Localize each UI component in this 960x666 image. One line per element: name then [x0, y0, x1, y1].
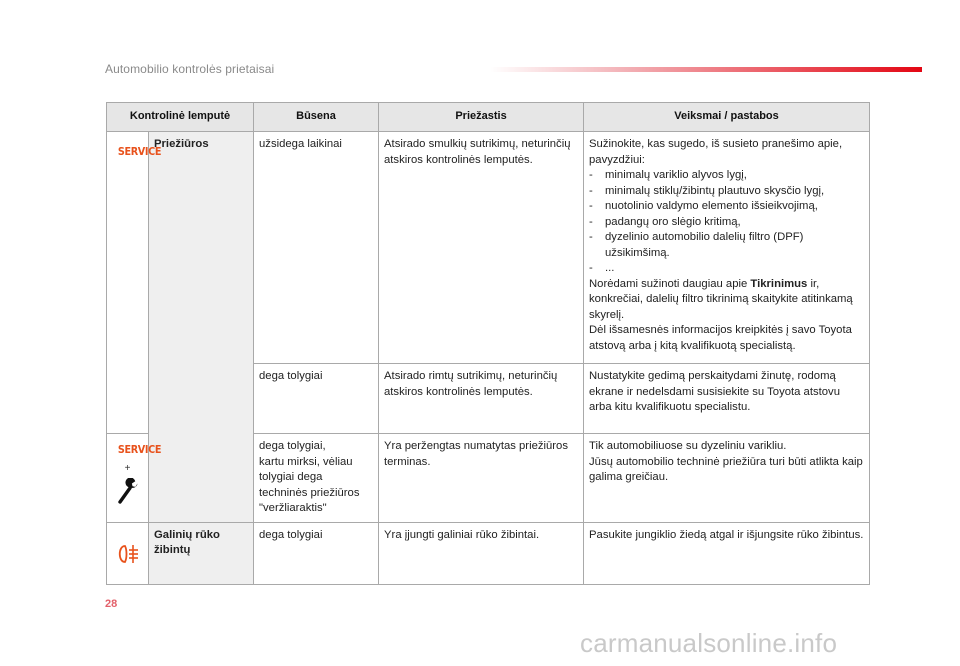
list-item: - nuotolinio valdymo elemento išsieikvojimą,: [589, 200, 818, 212]
indicator-name: Priežiūros: [149, 132, 254, 523]
header-divider: [490, 67, 922, 72]
table-header-row: [107, 103, 870, 132]
indicator-name: Galinių rūko žibintų: [149, 522, 254, 584]
actions-cell: [584, 132, 870, 364]
state-cell: dega tolygiai, kartu mirksi, vėliau tolygiai dega techninės priežiūros "veržliaraktis": [254, 434, 379, 523]
list-item: - dyzelinio automobilio dalelių filtro (DPF) užsikimšimą.: [589, 231, 804, 259]
service-icon: SERVICE: [117, 146, 162, 158]
service-icon: SERVICE: [117, 444, 162, 456]
indicator-icon-cell: [107, 522, 149, 584]
rear-fog-light-icon: [115, 544, 141, 564]
warning-lights-table: [106, 102, 870, 585]
column-header-cause: Priežastis: [379, 103, 584, 132]
table-row: [107, 522, 870, 584]
actions-cell: Tik automobiliuose su dyzeliniu varikliu. Jūsų automobilio techninė priežiūra turi būti atlikta kaip galima greičiau.: [584, 434, 870, 523]
column-header-state: Būsena: [254, 103, 379, 132]
section-title: Automobilio kontrolės prietaisai: [105, 62, 275, 76]
actions-more-info: Norėdami sužinoti daugiau apie Tikrinimus ir, konkrečiai, dalelių filtro tikrinimą skaitykite atitinkamą skyrelį.: [589, 277, 853, 321]
cause-cell: Yra peržengtas numatytas priežiūros terminas.: [379, 434, 584, 523]
list-item: - minimalų stiklų/žibintų plautuvo skysčio lygį,: [589, 184, 825, 197]
actions-intro: Sužinokite, kas sugedo, iš susieto pranešimo apie, pavyzdžiui:: [589, 138, 843, 166]
table-row: [107, 132, 870, 364]
list-item: - ...: [589, 262, 615, 274]
state-cell: dega tolygiai: [254, 522, 379, 584]
page-number: 28: [105, 598, 118, 610]
indicator-icon-cell: [107, 434, 162, 523]
list-item: - minimalų variklio alyvos lygį,: [589, 169, 747, 181]
state-cell: dega tolygiai: [254, 364, 379, 434]
actions-cell: Nustatykite gedimą perskaitydami žinutę, rodomą ekrane ir nedelsdami susisiekite su Toyota atstovu arba kitu kvalifikuotu specialistu.: [584, 364, 870, 434]
cause-cell: Atsirado smulkių sutrikimų, neturinčių atskiros kontrolinės lemputės.: [379, 132, 584, 364]
cause-cell: Yra įjungti galiniai rūko žibintai.: [379, 522, 584, 584]
cause-cell: Atsirado rimtų sutrikimų, neturinčių atskiros kontrolinės lemputės.: [379, 364, 584, 434]
plus-sign: +: [124, 462, 131, 474]
state-cell: užsidega laikinai: [254, 132, 379, 364]
list-item: - padangų oro slėgio kritimą,: [589, 215, 741, 228]
actions-cell: Pasukite jungiklio žiedą atgal ir išjungsite rūko žibintus.: [584, 522, 870, 584]
indicator-icon-cell: [107, 132, 162, 434]
actions-dealer-note: Dėl išsamesnės informacijos kreipkitės į savo Toyota atstovą arba į kitą kvalifikuotą specialistą.: [589, 324, 852, 352]
wrench-icon: [117, 478, 139, 504]
column-header-indicator: Kontrolinė lemputė: [107, 103, 254, 132]
column-header-actions: Veiksmai / pastabos: [584, 103, 870, 132]
watermark: carmanualsonline.info: [580, 628, 838, 658]
